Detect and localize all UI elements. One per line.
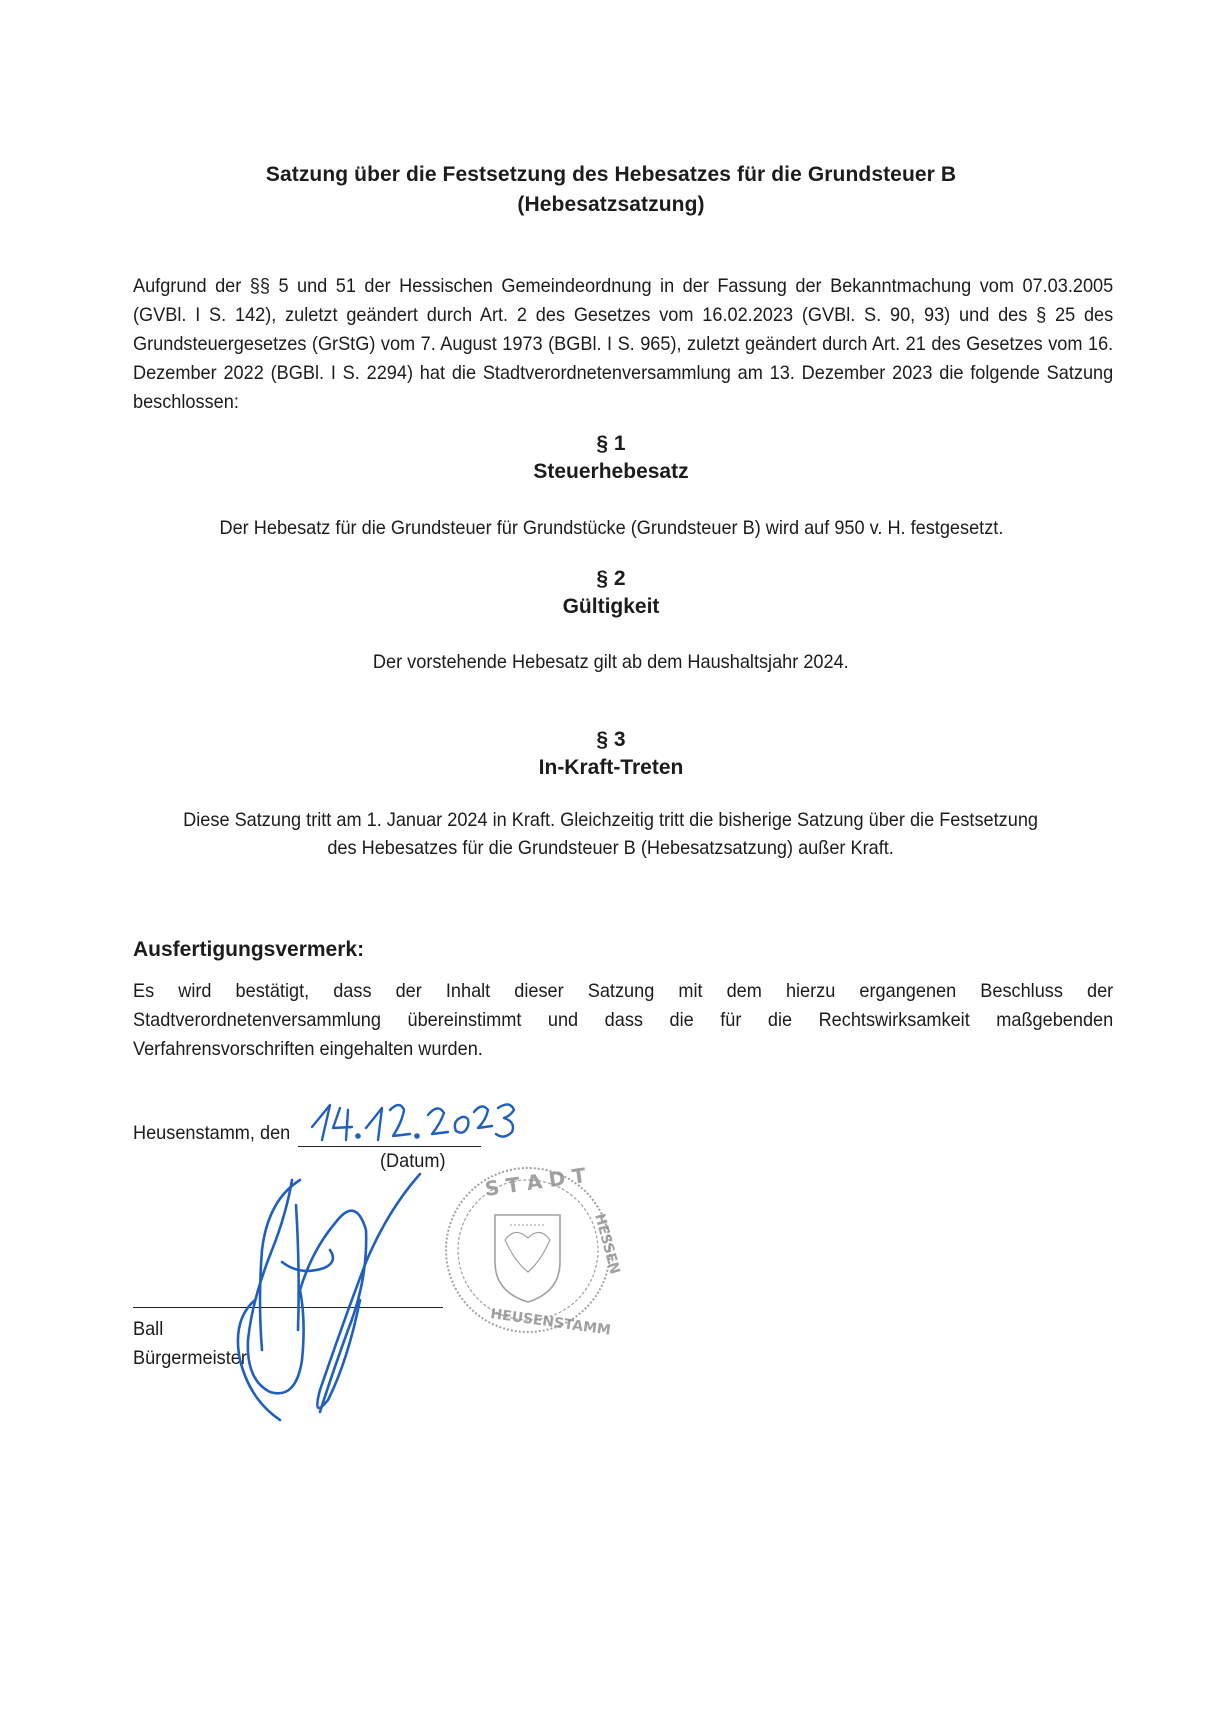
document-title-line1: Satzung über die Festsetzung des Hebesatzes für die Grundsteuer B	[265, 163, 957, 186]
certification-paragraph: Es wird bestätigt, dass der Inhalt dieser Satzung mit dem hierzu ergangenen Beschluss der Stadtverordnetenversammlung übereinstimmt und dass die für die Rechtswirksamkeit maßgebenden Verfahrensvorschriften eingehalten wurden.	[133, 980, 1114, 1060]
section-1-number: § 1	[596, 432, 626, 455]
seal-lettering	[483, 1163, 622, 1339]
handwritten-date	[312, 1104, 514, 1140]
section-3-text-line2-span: des Hebesatzes für die Grundsteuer B (Hebesatzsatzung) außer Kraft.	[327, 837, 895, 859]
svg-text:S T A D T: S T A D T	[483, 1163, 588, 1201]
preamble-paragraph: Aufgrund der §§ 5 und 51 der Hessischen Gemeindeordnung in der Fassung der Bekanntmachung vom 07.03.2005 (GVBl. I S. 142), zuletzt geändert durch Art. 2 des Gesetzes vom 16.02.2023 (GVBl. S. 90, 93) und des § 25 des Grundsteuergesetzes (GrStG) vom 7. August 1973 (BGBl. I S. 965), zuletzt geändert durch Art. 21 des Gesetzes vom 16. Dezember 2022 (BGBl. I S. 2294) hat die Stadtverordnetenversammlung am 13. Dezember 2023 die folgende Satzung beschlossen:	[133, 275, 1114, 413]
section-3-text-line1-span: Diese Satzung tritt am 1. Januar 2024 in Kraft. Gleichzeitig tritt die bisherige Satzung über die Festsetzung	[183, 809, 1039, 831]
section-2-text-line: Der vorstehende Hebesatz gilt ab dem Haushaltsjahr 2024.	[373, 651, 849, 673]
date-caption: (Datum)	[380, 1150, 446, 1172]
svg-text:HESSEN: HESSEN	[591, 1211, 623, 1277]
svg-text:HEUSENSTAMM: HEUSENSTAMM	[489, 1306, 612, 1339]
signer-title: Bürgermeister	[133, 1347, 247, 1369]
section-1-text-line: Der Hebesatz für die Grundsteuer für Grundstücke (Grundsteuer B) wird auf 950 v. H. festgesetzt.	[219, 517, 1003, 539]
section-1-heading: Steuerhebesatz	[533, 460, 689, 483]
section-3-number: § 3	[596, 728, 626, 751]
section-2-number: § 2	[596, 567, 626, 590]
section-3-heading: In-Kraft-Treten	[538, 756, 684, 779]
place-prefix: Heusenstamm, den	[133, 1122, 291, 1144]
signer-name: Ball	[133, 1318, 164, 1340]
section-2-heading: Gültigkeit	[562, 595, 660, 618]
document-title-line2: (Hebesatzsatzung)	[517, 193, 705, 216]
certification-heading: Ausfertigungsvermerk:	[133, 938, 365, 961]
handwritten-signature	[238, 1174, 420, 1420]
